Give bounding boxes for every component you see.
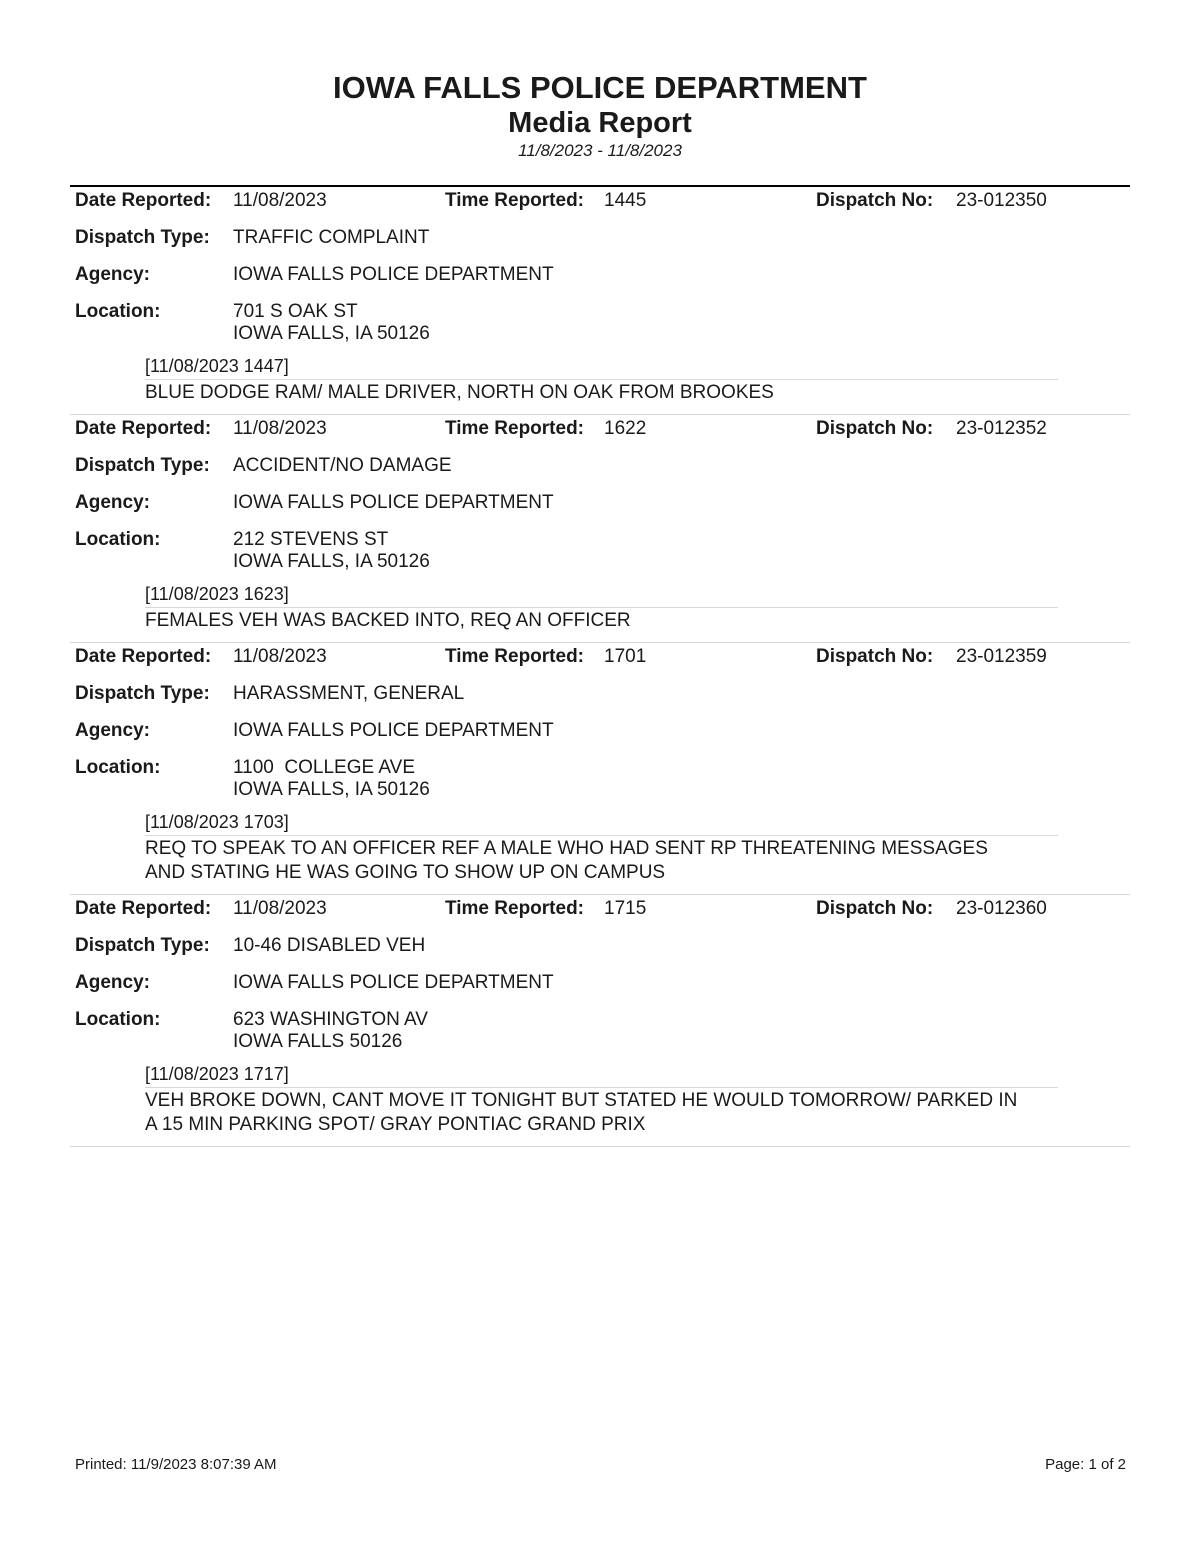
- date-reported-value: 11/08/2023: [233, 646, 327, 667]
- dispatch-no-value: 23-012352: [956, 418, 1047, 439]
- note-timestamp: [11/08/2023 1623]: [145, 583, 1058, 608]
- record-row-agency: [70, 261, 1130, 298]
- location-line2: IOWA FALLS, IA 50126: [233, 779, 430, 800]
- dispatch-no-value: 23-012360: [956, 898, 1047, 919]
- record-row-location: [70, 1006, 1130, 1062]
- time-reported-label: Time Reported:: [445, 190, 585, 211]
- agency-value: IOWA FALLS POLICE DEPARTMENT: [233, 264, 554, 285]
- time-reported-value: 1622: [604, 418, 647, 439]
- agency-value: IOWA FALLS POLICE DEPARTMENT: [233, 492, 554, 513]
- agency-label: Agency:: [75, 972, 150, 993]
- location-line2: IOWA FALLS, IA 50126: [233, 323, 430, 344]
- note-line: A 15 MIN PARKING SPOT/ GRAY PONTIAC GRAND PRIX: [145, 1114, 646, 1135]
- dispatch-type-label: Dispatch Type:: [75, 227, 210, 248]
- location-line2: IOWA FALLS, IA 50126: [233, 551, 430, 572]
- location-line1: 623 WASHINGTON AV: [233, 1009, 428, 1030]
- date-reported-label: Date Reported:: [75, 418, 212, 439]
- time-reported-value: 1445: [604, 190, 647, 211]
- record-row-location: [70, 526, 1130, 582]
- dispatch-type-label: Dispatch Type:: [75, 935, 210, 956]
- dispatch-type-value: HARASSMENT, GENERAL: [233, 683, 465, 704]
- record-row-agency: [70, 489, 1130, 526]
- location-line1: 1100 COLLEGE AVE: [233, 757, 416, 778]
- record-row-reported: [70, 643, 1130, 680]
- record-row-reported: [70, 895, 1130, 932]
- date-reported-value: 11/08/2023: [233, 898, 327, 919]
- record-notes: [145, 583, 1058, 632]
- dispatch-record: [70, 415, 1130, 643]
- dispatch-type-value: ACCIDENT/NO DAMAGE: [233, 455, 452, 476]
- date-range: 11/8/2023 - 11/8/2023: [518, 141, 682, 160]
- dispatch-type-label: Dispatch Type:: [75, 683, 210, 704]
- note-line: AND STATING HE WAS GOING TO SHOW UP ON CAMPUS: [145, 862, 666, 883]
- date-reported-value: 11/08/2023: [233, 418, 327, 439]
- dispatch-record: [70, 895, 1130, 1147]
- record-row-reported: [70, 187, 1130, 224]
- dispatch-no-label: Dispatch No:: [816, 190, 934, 211]
- record-row-location: [70, 754, 1130, 810]
- agency-value: IOWA FALLS POLICE DEPARTMENT: [233, 972, 554, 993]
- dispatch-no-value: 23-012350: [956, 190, 1047, 211]
- agency-label: Agency:: [75, 720, 150, 741]
- printed-timestamp: Printed: 11/9/2023 8:07:39 AM: [75, 1456, 277, 1473]
- record-row-type: [70, 680, 1130, 717]
- note-timestamp: [11/08/2023 1703]: [145, 811, 1058, 836]
- time-reported-label: Time Reported:: [445, 898, 585, 919]
- note-line: VEH BROKE DOWN, CANT MOVE IT TONIGHT BUT STATED HE WOULD TOMORROW/ PARKED IN: [145, 1090, 1018, 1111]
- note-line: REQ TO SPEAK TO AN OFFICER REF A MALE WHO HAD SENT RP THREATENING MESSAGES: [145, 838, 988, 859]
- dispatch-no-value: 23-012359: [956, 646, 1047, 667]
- note-timestamp: [11/08/2023 1447]: [145, 355, 1058, 380]
- record-notes: [145, 1063, 1058, 1136]
- dispatch-no-label: Dispatch No:: [816, 418, 934, 439]
- record-row-reported: [70, 415, 1130, 452]
- location-label: Location:: [75, 1009, 161, 1030]
- dispatch-record: [70, 187, 1130, 415]
- record-row-location: [70, 298, 1130, 354]
- dispatch-no-label: Dispatch No:: [816, 898, 934, 919]
- record-notes: [145, 811, 1058, 884]
- location-line2: IOWA FALLS 50126: [233, 1031, 403, 1052]
- report-header: [0, 70, 1200, 162]
- date-reported-value: 11/08/2023: [233, 190, 327, 211]
- time-reported-value: 1701: [604, 646, 647, 667]
- location-label: Location:: [75, 301, 161, 322]
- report-title: Media Report: [508, 107, 692, 139]
- location-line1: 212 STEVENS ST: [233, 529, 389, 550]
- dispatch-no-label: Dispatch No:: [816, 646, 934, 667]
- agency-value: IOWA FALLS POLICE DEPARTMENT: [233, 720, 554, 741]
- location-label: Location:: [75, 757, 161, 778]
- agency-label: Agency:: [75, 264, 150, 285]
- record-row-agency: [70, 717, 1130, 754]
- department-title: IOWA FALLS POLICE DEPARTMENT: [333, 70, 867, 105]
- dispatch-type-value: 10-46 DISABLED VEH: [233, 935, 426, 956]
- location-line1: 701 S OAK ST: [233, 301, 358, 322]
- date-reported-label: Date Reported:: [75, 190, 212, 211]
- time-reported-label: Time Reported:: [445, 418, 585, 439]
- record-notes: [145, 355, 1058, 404]
- agency-label: Agency:: [75, 492, 150, 513]
- record-row-type: [70, 224, 1130, 261]
- page-number: Page: 1 of 2: [1045, 1456, 1126, 1473]
- note-line: BLUE DODGE RAM/ MALE DRIVER, NORTH ON OAK FROM BROOKES: [145, 382, 774, 403]
- dispatch-record: [70, 643, 1130, 895]
- record-row-agency: [70, 969, 1130, 1006]
- note-timestamp: [11/08/2023 1717]: [145, 1063, 1058, 1088]
- dispatch-type-value: TRAFFIC COMPLAINT: [233, 227, 430, 248]
- date-reported-label: Date Reported:: [75, 646, 212, 667]
- note-line: FEMALES VEH WAS BACKED INTO, REQ AN OFFICER: [145, 610, 631, 631]
- date-reported-label: Date Reported:: [75, 898, 212, 919]
- record-row-type: [70, 932, 1130, 969]
- dispatch-type-label: Dispatch Type:: [75, 455, 210, 476]
- location-label: Location:: [75, 529, 161, 550]
- time-reported-label: Time Reported:: [445, 646, 585, 667]
- record-row-type: [70, 452, 1130, 489]
- time-reported-value: 1715: [604, 898, 647, 919]
- records-list: [70, 187, 1130, 1147]
